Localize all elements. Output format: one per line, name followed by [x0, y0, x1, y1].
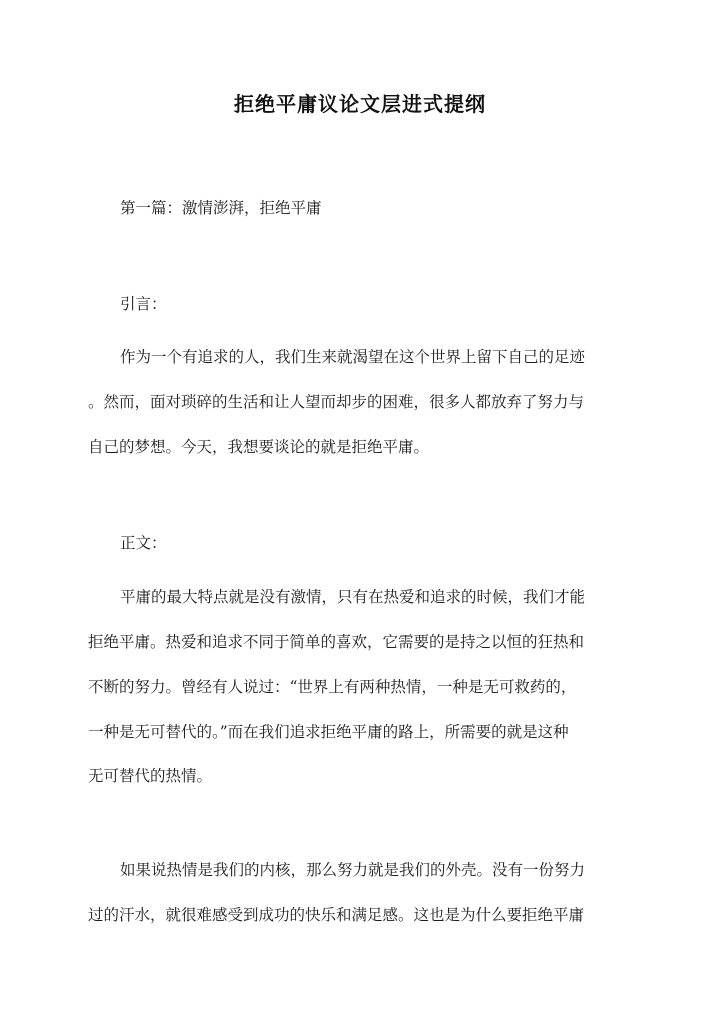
body-label: 正文：: [120, 534, 167, 552]
intro-line-1: 作为一个有追求的人，我们生来就渴望在这个世界上留下自己的足迹: [120, 348, 586, 366]
body-line-2: 拒绝平庸。热爱和追求不同于简单的喜欢，它需要的是持之以恒的狂热和: [88, 633, 585, 651]
paragraph2-line-1: 如果说热情是我们的内核，那么努力就是我们的外壳。没有一份努力: [120, 861, 586, 879]
intro-line-2: 。然而，面对琐碎的生活和让人望而却步的困难，很多人都放弃了努力与: [88, 393, 585, 411]
body-line-5: 无可替代的热情。: [88, 767, 213, 785]
body-line-4: 一种是无可替代的。”而在我们追求拒绝平庸的路上，所需要的就是这种: [88, 723, 569, 741]
document-title: 拒绝平庸议论文层进式提纲: [234, 92, 486, 116]
paragraph2-line-2: 过的汗水，就很难感受到成功的快乐和满足感。这也是为什么要拒绝平庸: [88, 906, 585, 924]
body-line-1: 平庸的最大特点就是没有激情，只有在热爱和追求的时候，我们才能: [120, 588, 586, 606]
body-line-3: 不断的努力。曾经有人说过：“世界上有两种热情，一种是无可救药的，: [88, 678, 577, 696]
section-heading: 第一篇：激情澎湃，拒绝平庸: [120, 199, 322, 217]
intro-label: 引言：: [120, 295, 167, 313]
intro-line-3: 自己的梦想。今天，我想要谈论的就是拒绝平庸。: [88, 438, 430, 456]
